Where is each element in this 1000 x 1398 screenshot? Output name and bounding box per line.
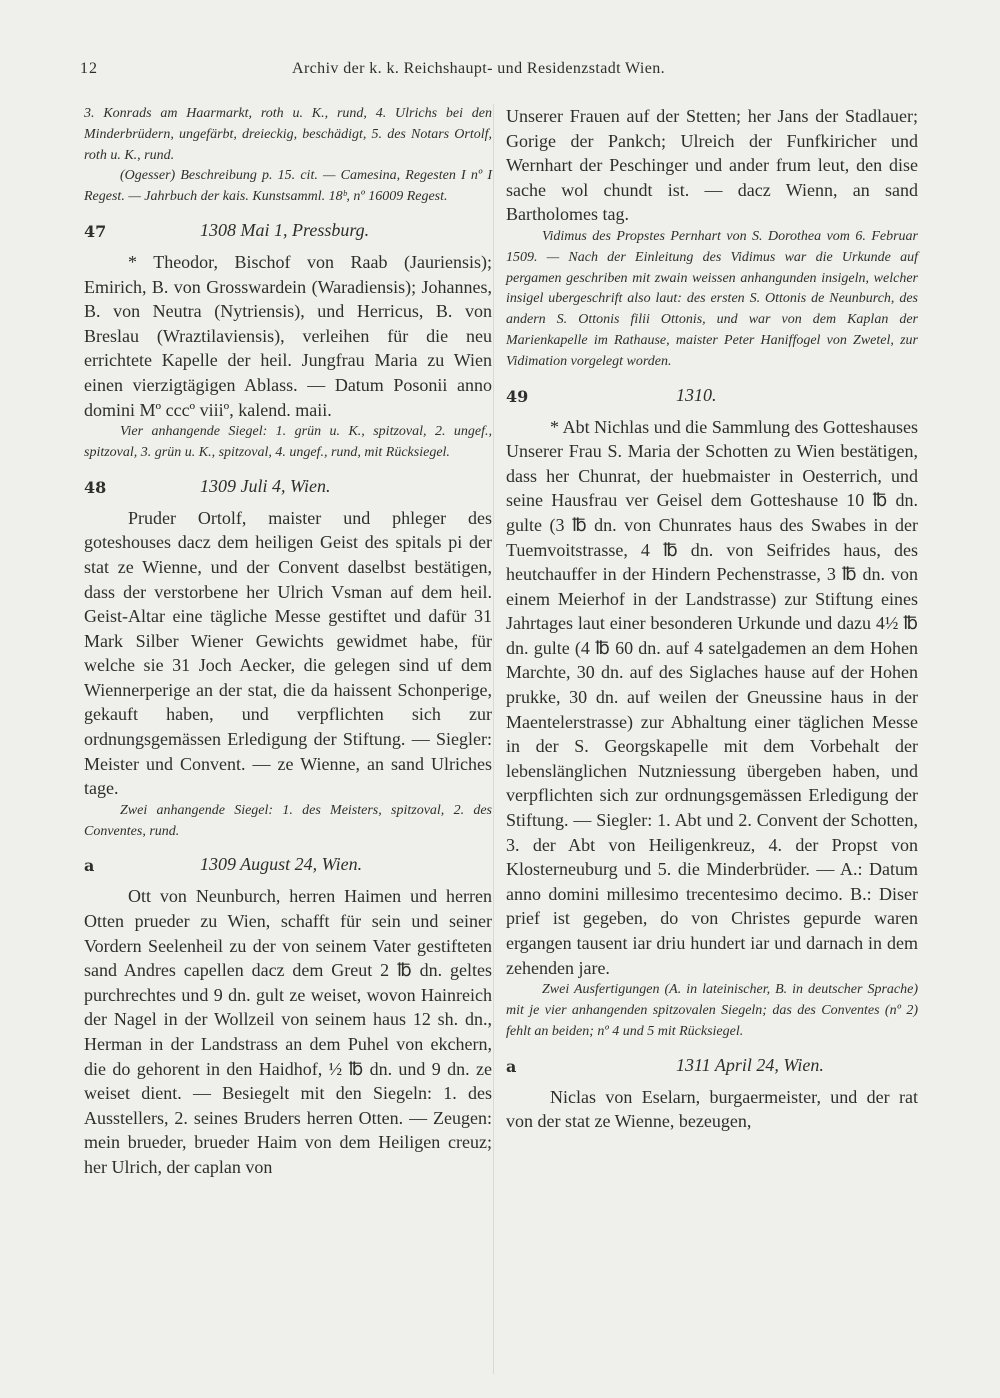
entry-number: a bbox=[84, 856, 95, 876]
entry-number: 49 bbox=[506, 386, 529, 406]
page-header bbox=[80, 60, 920, 88]
entry-48a-continuation: Unserer Frauen auf der Stetten; her Jans der Stadlauer; Gorige der Pankch; Ulreich der Funfkiricher und Wernhart der Peschinger und ander frum leut, den dise sache wol chundt ist. — dacz Wienn, an sand Bartholomes tag. bbox=[506, 106, 918, 225]
running-title: Archiv der k. k. Reichshaupt- und Residenzstadt Wien. bbox=[292, 60, 666, 77]
page-number: 12 bbox=[80, 60, 98, 77]
entry-date: 1311 April 24, Wien. bbox=[676, 1054, 824, 1075]
entry-date: 1310. bbox=[676, 384, 717, 405]
entry-48-seal-note: Zwei anhangende Siegel: 1. des Meisters, spitzoval, 2. des Conventes, rund. bbox=[84, 802, 492, 839]
entry-date: 1308 Mai 1, Pressburg. bbox=[200, 219, 370, 240]
entry-49-seal-note: Zwei Ausfertigungen (A. in lateinischer, B. in deutscher Sprache) mit je vier anhangenden spitzovalen Siegeln; das des Conventes (nº 2) fehlt an beiden; nº 4 und 5 mit Rücksiegel. bbox=[506, 982, 918, 1039]
prev-entry-literature-note: (Ogesser) Beschreibung p. 15. cit. — Camesina, Regesten I nº I Regest. — Jahrbuch der kais. Kunstsamml. 18ᵇ, nº 16009 Regest. bbox=[84, 168, 492, 205]
entry-49a-heading bbox=[506, 1055, 918, 1085]
column-divider bbox=[493, 104, 494, 1374]
entry-49-heading bbox=[506, 385, 918, 415]
entry-47-heading bbox=[84, 220, 492, 250]
entry-number: 47 bbox=[84, 221, 107, 241]
entry-48a-vidimus-note: Vidimus des Propstes Pernhart von S. Dorothea vom 6. Februar 1509. — Nach der Einleitung des Vidimus war die Urkunde auf pergamen geschriben mit zwain weissen anhangunden insigeln, welcher insigel ubergeschrift also laut: des ersten S. Ottonis de Neunburch, des andern S. Ottonis filii Ottonis, und war von dem Kaplan der Marienkapelle im Rathause, maister Peter Haniffogel von Zwetel, zur Vidimation vorgelegt worden. bbox=[506, 228, 918, 369]
entry-48-text: Pruder Ortolf, maister und phleger des goteshouses dacz dem heiligen Geist des spitals pi der stat ze Wienne, und der Convent daselbst bestätigen, dass der verstorbene her Ulrich Vsman auf dem heil. Geist-Altar eine tägliche Messe gestiftet und dafür 31 Mark Silber Wiener Gewichts gewidmet habe, für welche sie 31 Joch Aecker, die gelegen sind uf dem Wiennerperige an der stat, die da haissent Schonperige, gekauft haben, und verpflichten sich zur ordnungsgemässen Erledigung der Stiftung. — Siegler: Meister und Convent. — ze Wienne, an sand Ulriches tage. bbox=[84, 507, 492, 799]
prev-entry-seal-note: 3. Konrads am Haarmarkt, roth u. K., rund, 4. Ulrichs bei den Minderbrüdern, ungefärbt, dreieckig, beschädigt, 5. des Notars Ortolf, roth u. K., rund. bbox=[84, 106, 492, 163]
entry-48a-heading bbox=[84, 854, 492, 884]
entry-47-seal-note: Vier anhangende Siegel: 1. grün u. K., spitzoval, 2. ungef., spitzoval, 3. grün u. K., spitzoval, 4. ungef., rund, mit Rücksiegel. bbox=[84, 424, 492, 460]
left-column bbox=[84, 104, 492, 1180]
entry-48a-text: Ott von Neunburch, herren Haimen und herren Otten prueder zu Wien, schafft für sein und seiner Vordern Seelenheil zu der von seinem Vater gestifteten sand Andres capellen dacz dem Greut 2 ℔ dn. geltes purchrechtes und 9 dn. gult ze weiset, wovon Hainreich der Nagel in der Wollzeil von seinem haus 12 sh. dn., Herman in der Landstrass an dem Puhel von ekchern, die do gehorent in den Haidhof, ½ ℔ dn. und 9 dn. ze weiset dient. — Besiegelt mit den Siegeln: 1. des Ausstellers, 2. seines Bruders herren Otten. — Zeugen: mein brueder, brueder Haim von dem Heiligen creuz; her Ulrich, der caplan von bbox=[84, 886, 492, 1177]
entry-49a-text: Niclas von Eselarn, burgaermeister, und der rat von der stat ze Wienne, bezeugen, bbox=[506, 1086, 918, 1132]
entry-48-heading bbox=[84, 476, 492, 506]
entry-number: a bbox=[506, 1056, 517, 1076]
entry-number: 48 bbox=[84, 477, 107, 497]
entry-date: 1309 August 24, Wien. bbox=[200, 854, 363, 875]
right-column bbox=[506, 104, 918, 1134]
entry-47-text: * Theodor, Bischof von Raab (Jauriensis); Emirich, B. von Grosswardein (Waradiensis); Johannes, B. von Neutra (Nytriensis), und Herricus, B. von Breslau (Wraztilaviensis), verleihen für die neu errichtete Kapelle der heil. Jungfrau Maria zu Wien einen vierzigtägigen Ablass. — Datum Posonii anno domini Mº cccº viiiº, kalend. maii. bbox=[84, 251, 492, 420]
entry-date: 1309 Juli 4, Wien. bbox=[200, 475, 331, 496]
entry-49-text: * Abt Nichlas und die Sammlung des Gotteshauses Unserer Frau S. Maria der Schotten zu Wien bestätigen, dass her Chunrat, der huebmaister in Oesterrich, und seine Hausfrau ver Geisel dem Gotteshause 10 ℔ dn. gulte (3 ℔ dn. von Chunrates haus des Swabes in der Tuemvoitstrasse, 4 ℔ dn. von Seifrides haus, des heutchauffer in der Hindern Pechenstrasse, 3 ℔ dn. von einem Meierhof in der Landstrasse) zur Stiftung eines Jahrtages laut einer besonderen Urkunde und dazu 4½ ℔ dn. gulte (4 ℔ 60 dn. auf 4 satelgademen an dem Hohen Marchte, 30 dn. auf des Siglaches hause auf der Hohen prukke, 30 dn. auf weilen der Gneussine haus in der Maentelerstrasse) zur Abhaltung einer täglichen Messe in der S. Georgskapelle mit dem Vorbehalt der lebenslänglichen Nutzniessung übergeben haben, und verpflichten sich zur ordnungsgemässen Erledigung der Stiftung. — Siegler: 1. Abt und 2. Convent der Schotten, 3. der Abt von Heiligenkreuz, 4. der Propst von Klosterneuburg und 5. die Minderbrüder. — A.: Datum anno domini millesimo trecentesimo decimo. B.: Diser prief ist gegeben, do von Christes gepurde waren ergangen tausent iar driu hundert iar und darnach in dem zehenden jare. bbox=[506, 416, 918, 978]
